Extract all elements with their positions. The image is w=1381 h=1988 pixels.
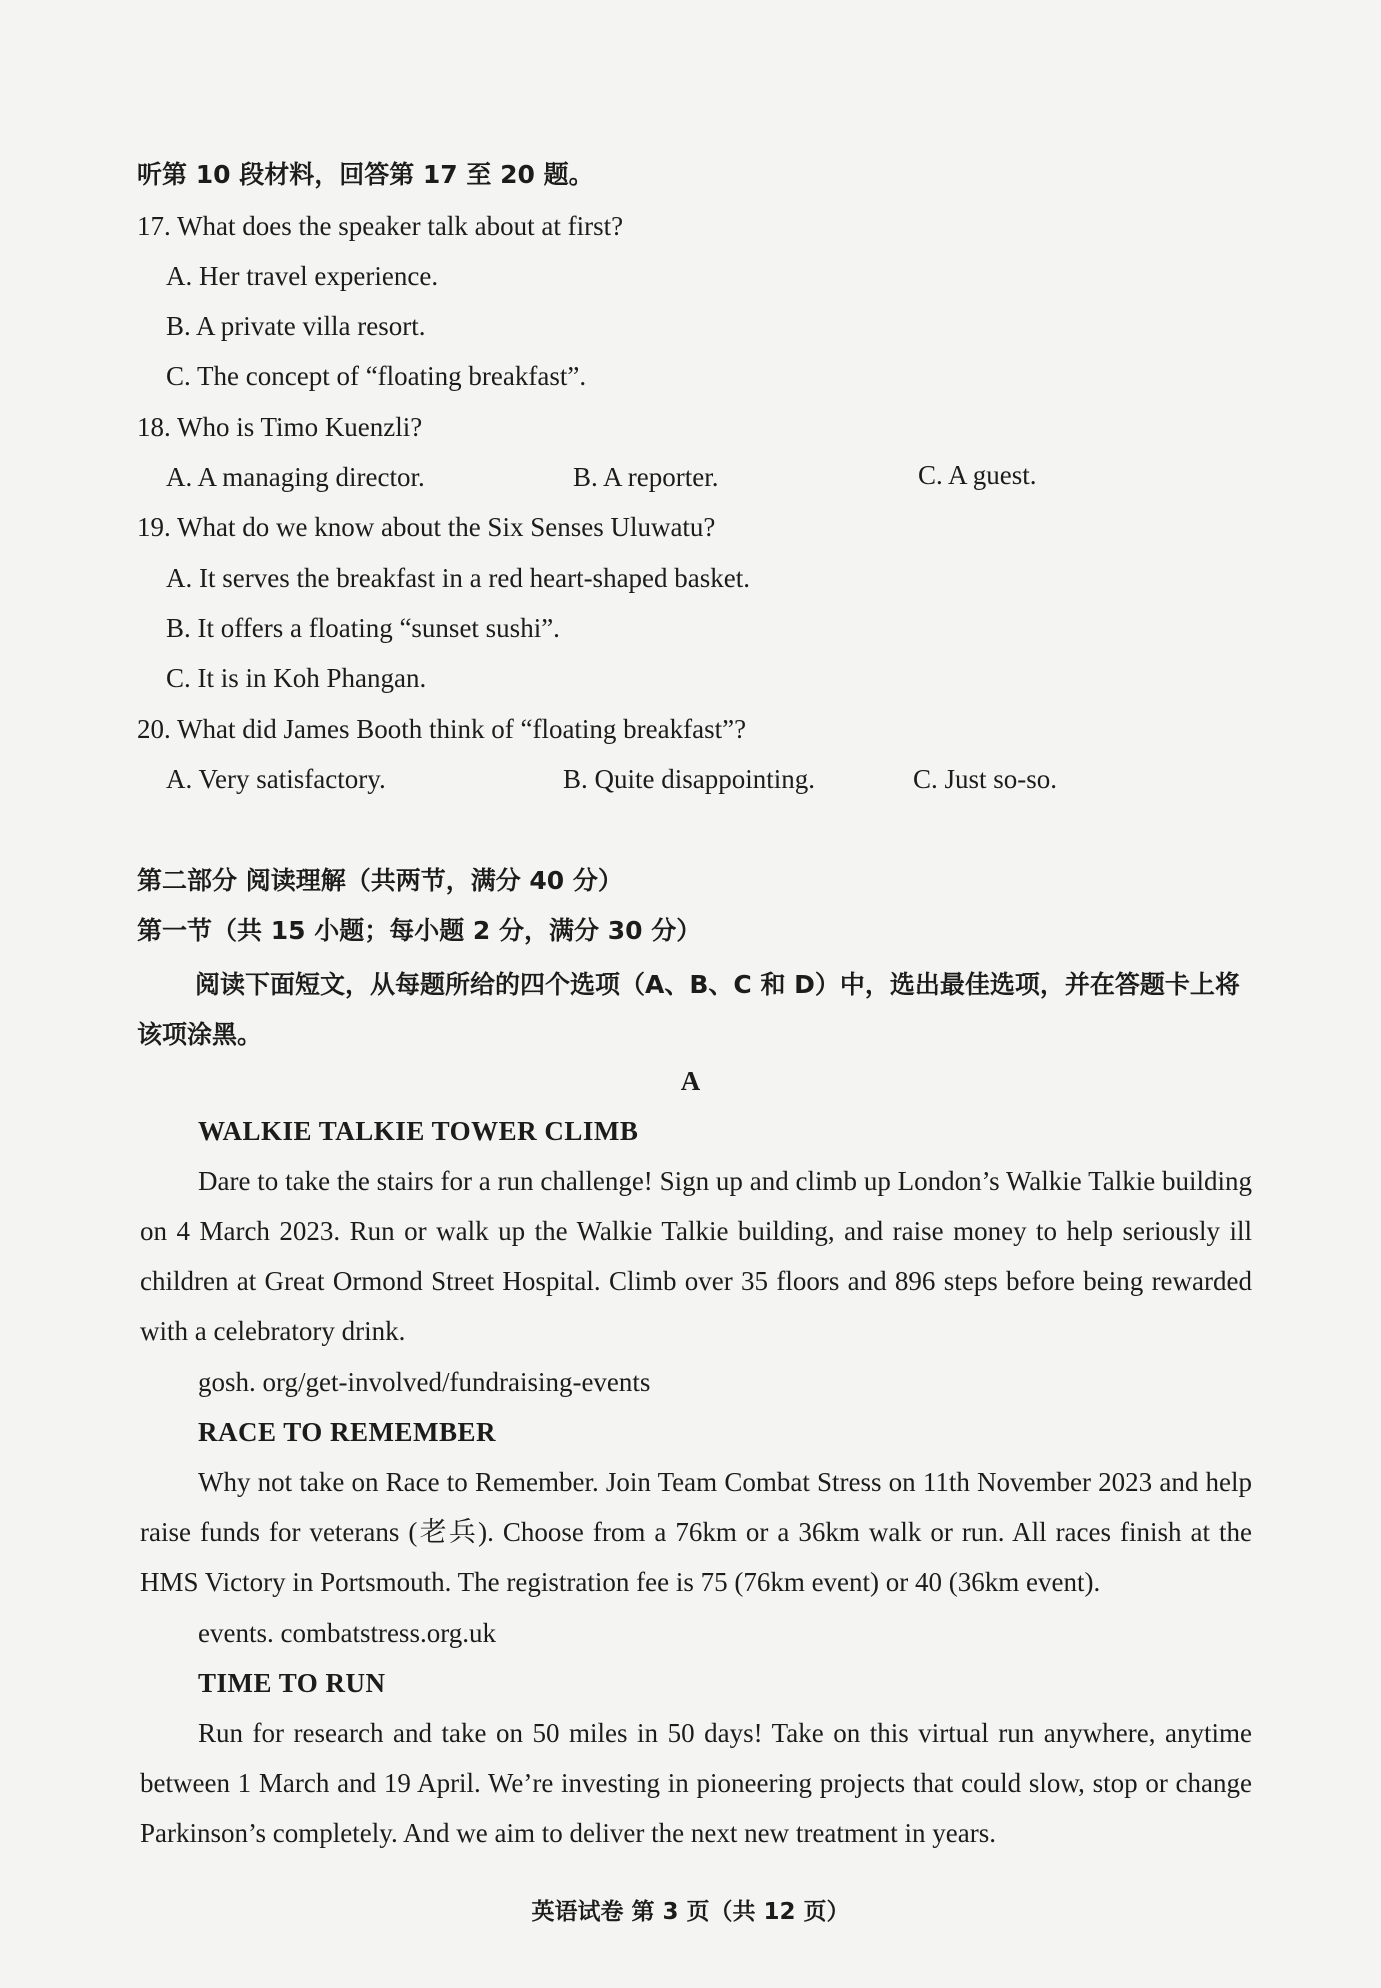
event-body-walkie-talkie	[140, 1156, 1252, 1356]
question-18-stem: 18. Who is Timo Kuenzli?	[137, 412, 423, 442]
question-19-option-b: B. It offers a floating “sunset sushi”.	[166, 613, 560, 643]
event-link-combatstress[interactable]: events. combatstress.org.uk	[198, 1618, 496, 1648]
reading-instruction: 阅读下面短文，从每题所给的四个选项（A、B、C 和 D）中，选出最佳选项，并在答题卡上将该项涂黑。	[137, 970, 1240, 1049]
reading-part-title: 第二部分 阅读理解（共两节，满分 40 分）	[137, 866, 623, 895]
question-17-option-b: B. A private villa resort.	[166, 311, 426, 341]
event-body-race-to-remember	[140, 1457, 1252, 1607]
event-title-race-to-remember: RACE TO REMEMBER	[198, 1417, 497, 1447]
question-17-stem: 17. What does the speaker talk about at first?	[137, 211, 624, 241]
event-body-text: Dare to take the stairs for a run challenge! Sign up and climb up London’s Walkie Talkie building on 4 March 2023. Run or walk up the Walkie Talkie building, and raise money to help seriously ill children at Great Ormond Street Hospital. Climb over 35 floors and 896 steps before being rewarded with a celebratory drink.	[140, 1166, 1252, 1346]
question-20-stem: 20. What did James Booth think of “floating breakfast”?	[137, 714, 747, 744]
event-link-gosh[interactable]: gosh. org/get-involved/fundraising-events	[198, 1367, 651, 1397]
event-body-text: Why not take on Race to Remember. Join Team Combat Stress on 11th November 2023 and help raise funds for veterans (老兵). Choose from a 76km or a 36km walk or run. All races finish at the HMS Victory in Portsmouth. The registration fee is 75 (76km event) or 40 (36km event).	[140, 1467, 1252, 1597]
question-19-option-a: A. It serves the breakfast in a red heart-shaped basket.	[166, 563, 751, 593]
event-body-time-to-run	[140, 1708, 1252, 1858]
question-18-option-a: A. A managing director.	[166, 462, 425, 492]
question-20-option-b: B. Quite disappointing.	[563, 764, 815, 794]
question-18-option-b: B. A reporter.	[573, 462, 719, 492]
passage-label: A	[680, 1066, 701, 1096]
question-18-option-c: C. A guest.	[918, 460, 1037, 490]
reading-section-title: 第一节（共 15 小题；每小题 2 分，满分 30 分）	[137, 916, 702, 945]
question-20-option-a: A. Very satisfactory.	[166, 764, 386, 794]
event-title-walkie-talkie: WALKIE TALKIE TOWER CLIMB	[198, 1116, 639, 1146]
event-title-time-to-run: TIME TO RUN	[198, 1668, 386, 1698]
question-20-option-c: C. Just so-so.	[913, 764, 1058, 794]
question-17-option-a: A. Her travel experience.	[166, 261, 439, 291]
question-19-stem: 19. What do we know about the Six Senses Uluwatu?	[137, 512, 716, 542]
event-body-text: Run for research and take on 50 miles in 50 days! Take on this virtual run anywhere, anytime between 1 March and 19 April. We’re investing in pioneering projects that could slow, stop or change Parkinson’s completely. And we aim to deliver the next new treatment in years.	[140, 1718, 1252, 1848]
question-17-option-c: C. The concept of “floating breakfast”.	[166, 361, 587, 391]
question-19-option-c: C. It is in Koh Phangan.	[166, 663, 427, 693]
page-footer: 英语试卷 第 3 页（共 12 页）	[531, 1899, 850, 1925]
listening-instruction: 听第 10 段材料，回答第 17 至 20 题。	[137, 160, 594, 189]
